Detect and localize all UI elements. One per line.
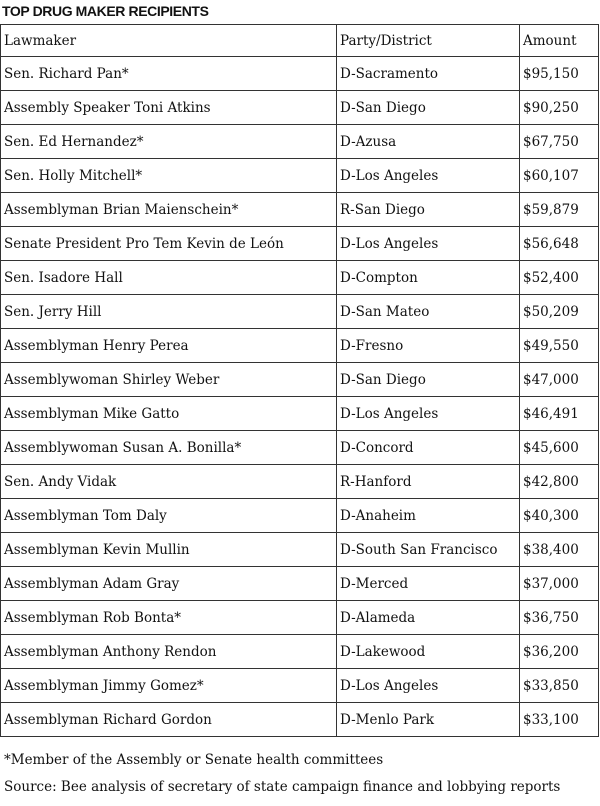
cell-amount: $90,250: [520, 91, 599, 125]
table-row: [1, 431, 599, 465]
cell-lawmaker: Assemblyman Jimmy Gomez*: [1, 669, 337, 703]
cell-amount: $40,300: [520, 499, 599, 533]
cell-party-district: R-Hanford: [337, 465, 520, 499]
column-header-amount: Amount: [520, 25, 599, 57]
cell-party-district: D-Los Angeles: [337, 159, 520, 193]
table-row: [1, 635, 599, 669]
table-row: [1, 261, 599, 295]
cell-party-district: D-Menlo Park: [337, 703, 520, 737]
cell-party-district: D-Anaheim: [337, 499, 520, 533]
table-row: [1, 567, 599, 601]
cell-amount: $46,491: [520, 397, 599, 431]
cell-lawmaker: Sen. Andy Vidak: [1, 465, 337, 499]
table-row: [1, 91, 599, 125]
cell-party-district: D-Concord: [337, 431, 520, 465]
cell-party-district: D-Los Angeles: [337, 669, 520, 703]
cell-amount: $95,150: [520, 57, 599, 91]
cell-lawmaker: Sen. Holly Mitchell*: [1, 159, 337, 193]
cell-lawmaker: Assemblyman Mike Gatto: [1, 397, 337, 431]
cell-amount: $60,107: [520, 159, 599, 193]
cell-party-district: D-Alameda: [337, 601, 520, 635]
table-row: [1, 363, 599, 397]
cell-party-district: D-Compton: [337, 261, 520, 295]
cell-party-district: D-Sacramento: [337, 57, 520, 91]
cell-lawmaker: Sen. Richard Pan*: [1, 57, 337, 91]
cell-party-district: D-Fresno: [337, 329, 520, 363]
cell-lawmaker: Assemblywoman Shirley Weber: [1, 363, 337, 397]
cell-lawmaker: Senate President Pro Tem Kevin de León: [1, 227, 337, 261]
cell-party-district: D-San Mateo: [337, 295, 520, 329]
cell-lawmaker: Assemblyman Adam Gray: [1, 567, 337, 601]
cell-lawmaker: Assemblywoman Susan A. Bonilla*: [1, 431, 337, 465]
cell-lawmaker: Assemblyman Brian Maienschein*: [1, 193, 337, 227]
source-note: Source: Bee analysis of secretary of state campaign finance and lobbying reports: [4, 779, 561, 795]
header-row: [1, 25, 599, 57]
cell-amount: $36,200: [520, 635, 599, 669]
recipients-table: [0, 24, 599, 737]
cell-amount: $47,000: [520, 363, 599, 397]
cell-lawmaker: Assemblyman Richard Gordon: [1, 703, 337, 737]
cell-party-district: D-San Diego: [337, 363, 520, 397]
column-header-party-district: Party/District: [337, 25, 520, 57]
table-row: [1, 601, 599, 635]
table-row: [1, 499, 599, 533]
cell-amount: $37,000: [520, 567, 599, 601]
table-body: [1, 57, 599, 737]
cell-lawmaker: Assemblyman Henry Perea: [1, 329, 337, 363]
cell-amount: $42,800: [520, 465, 599, 499]
cell-amount: $50,209: [520, 295, 599, 329]
table-row: [1, 703, 599, 737]
table-row: [1, 329, 599, 363]
table-row: [1, 669, 599, 703]
cell-lawmaker: Assemblyman Kevin Mullin: [1, 533, 337, 567]
table-row: [1, 193, 599, 227]
cell-lawmaker: Sen. Ed Hernandez*: [1, 125, 337, 159]
cell-amount: $49,550: [520, 329, 599, 363]
table-row: [1, 465, 599, 499]
table-row: [1, 397, 599, 431]
cell-lawmaker: Assembly Speaker Toni Atkins: [1, 91, 337, 125]
cell-party-district: D-Merced: [337, 567, 520, 601]
cell-lawmaker: Assemblyman Tom Daly: [1, 499, 337, 533]
cell-party-district: D-Los Angeles: [337, 227, 520, 261]
cell-party-district: R-San Diego: [337, 193, 520, 227]
cell-lawmaker: Sen. Jerry Hill: [1, 295, 337, 329]
cell-amount: $38,400: [520, 533, 599, 567]
table-row: [1, 125, 599, 159]
footnote: *Member of the Assembly or Senate health committees: [4, 752, 384, 768]
table-row: [1, 295, 599, 329]
cell-lawmaker: Assemblyman Anthony Rendon: [1, 635, 337, 669]
cell-lawmaker: Assemblyman Rob Bonta*: [1, 601, 337, 635]
cell-amount: $67,750: [520, 125, 599, 159]
cell-amount: $52,400: [520, 261, 599, 295]
cell-amount: $36,750: [520, 601, 599, 635]
table-row: [1, 159, 599, 193]
cell-amount: $33,100: [520, 703, 599, 737]
cell-amount: $45,600: [520, 431, 599, 465]
column-header-lawmaker: Lawmaker: [1, 25, 337, 57]
cell-amount: $56,648: [520, 227, 599, 261]
cell-party-district: D-Lakewood: [337, 635, 520, 669]
cell-party-district: D-Azusa: [337, 125, 520, 159]
table-row: [1, 227, 599, 261]
cell-party-district: D-Los Angeles: [337, 397, 520, 431]
cell-party-district: D-South San Francisco: [337, 533, 520, 567]
cell-party-district: D-San Diego: [337, 91, 520, 125]
cell-amount: $33,850: [520, 669, 599, 703]
cell-amount: $59,879: [520, 193, 599, 227]
table-row: [1, 533, 599, 567]
cell-lawmaker: Sen. Isadore Hall: [1, 261, 337, 295]
table-title: TOP DRUG MAKER RECIPIENTS: [2, 3, 209, 19]
table-row: [1, 57, 599, 91]
